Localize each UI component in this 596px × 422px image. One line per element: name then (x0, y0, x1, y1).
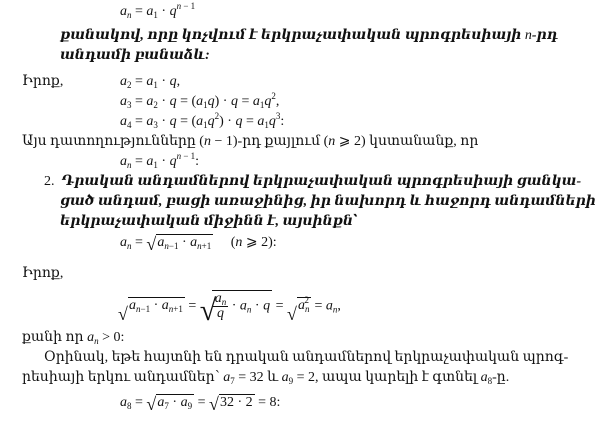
property-2-line1: 2. Դրական անդամներով երկրաչափական պրոգրեսիայի ցանկա- (44, 174, 582, 189)
paragraph-example-line1: Օրինակ, եթե հայտնի են դրական անդամներով երկրաչափական պրոգ- (44, 350, 569, 365)
equation-a4: $a_4 = a_3 \cdot q = (a_1q^2) \cdot q = a_1q^3$: (120, 111, 285, 130)
label-indeed-1: Իրոք, (22, 74, 64, 89)
formula-geometric-mean: $a_n$ = √ $a_{n-1} \cdot a_{n+1}$ (n ⩾ 2): (120, 234, 277, 254)
paragraph-since: քանի որ $a_n > 0$: (22, 330, 125, 346)
equation-a2: $a_2 = a_1 \cdot q$, (120, 74, 181, 90)
paragraph-nth-term-definition-line2: անդամի բանաձև: (60, 48, 210, 63)
formula-proof: √ $a_{n-1} \cdot a_{n+1}$ = √ $\frac{a_n}{q}$ · $a_n \cdot q$ = √ $a_n^2 = a_n$, (118, 291, 341, 327)
label-indeed-2: Իրոք, (22, 266, 64, 281)
paragraph-nth-term-definition-line1: քանակով, որը կոչվում է երկրաչափական պրոգրեսիայի n-րդ (60, 28, 558, 43)
property-2-line3: երկրաչափական միջինն է, այսինքն՝ (60, 214, 358, 229)
formula-example: $a_8$ = √ $a_7 \cdot a_9$ = √ 32 · 2 = 8: (120, 394, 281, 414)
formula-nth-term-top: $a_n = a_1 \cdot q^{n - 1}$ (120, 1, 196, 20)
property-2-line2: ցած անդամ, բացի առաջինից, իր նախորդ և հաջորդ անդամների (60, 194, 596, 209)
formula-nth-term-mid: $a_n = a_1 \cdot q^{n - 1}$: (120, 151, 200, 170)
paragraph-reasoning: Այս դատողությունները (n − 1)-րդ քայլում (n ⩾ 2) կստանանք, որ (22, 134, 479, 149)
paragraph-example-line2: րեսիայի երկու անդամներ՝ $a_7 = 32$ և $a_9 = 2$, ապա կարելի է գտնել $a_8-ը$. (22, 370, 510, 386)
equation-a3: $a_3 = a_2 \cdot q = (a_1q) \cdot q = a_1q^2$, (120, 91, 280, 110)
